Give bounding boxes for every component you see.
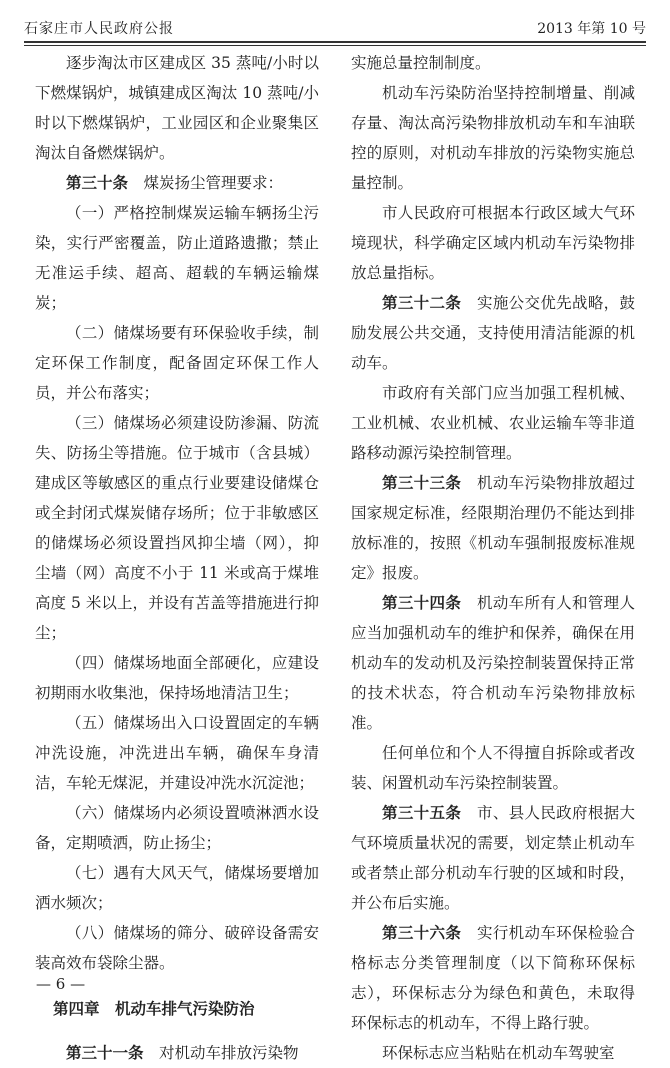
paragraph: 机动车污染防治坚持控制增量、削减存量、淘汰高污染物排放机动车和车油联控的原则，对机动车排放的污染物实施总量控制。 [351,84,635,192]
list-item: （一）严格控制煤炭运输车辆扬尘污染，实行严密覆盖，防止道路遗撒；禁止无准运手续、超高、超载的车辆运输煤炭； [35,204,319,312]
article-title: 第三十一条 [66,1044,144,1062]
right-column [351,48,635,1068]
article-36 [351,918,635,1038]
page-header [24,14,646,40]
list-item: （二）储煤场要有环保验收手续，制定环保工作制度，配备固定环保工作人员，并公布落实； [35,324,319,402]
list-item: （四）储煤场地面全部硬化，应建设初期雨水收集池，保持场地清洁卫生； [35,654,319,702]
article-title: 第三十四条 [382,594,462,612]
list-item: （三）储煤场必须建设防渗漏、防流失、防扬尘等措施。位于城市（含县城）建成区等敏感区的重点行业要建设储煤仓或全封闭式煤炭储存场所；位于非敏感区的储煤场必须设置挡风抑尘墙（网），抑尘墙（网）高度不小于 11 米或高于煤堆高度 5 米以上，并设有苫盖等措施进行抑尘； [35,414,319,642]
chapter-heading: 第四章 机动车排气污染防治 [53,1000,255,1018]
paragraph: 市人民政府可根据本行政区域大气环境现状，科学确定区域内机动车污染物排放总量指标。 [351,204,635,282]
list-item: （八）储煤场的筛分、破碎设备需安装高效布袋除尘器。 [35,924,319,972]
paragraph: 任何单位和个人不得擅自拆除或者改装、闲置机动车污染控制装置。 [351,744,635,792]
article-34 [351,588,635,738]
paragraph: 市政府有关部门应当加强工程机械、工业机械、农业机械、农业运输车等非道路移动源污染控制管理。 [351,384,635,462]
article-title: 第三十五条 [382,804,462,822]
list-item: （五）储煤场出入口设置固定的车辆冲洗设施，冲洗进出车辆，确保车身清洁，车轮无煤泥，并建设冲洗水沉淀池； [35,714,319,792]
article-text: 机动车所有人和管理人应当加强机动车的维护和保养，确保在用机动车的发动机及污染控制装置保持正常的技术状态，符合机动车污染物排放标准。 [351,594,635,732]
article-text: 对机动车排放污染物 [143,1044,299,1062]
article-30 [35,168,319,198]
article-31 [35,1038,319,1068]
page-number: — 6 — [36,975,86,993]
article-title: 第三十六条 [382,924,462,942]
article-text: 市、县人民政府根据大气环境质量状况的需要，划定禁止机动车或者禁止部分机动车行驶的区域和时段，并公布后实施。 [351,804,635,912]
article-33 [351,468,635,588]
list-item: （六）储煤场内必须设置喷淋洒水设备，定期喷洒，防止扬尘； [35,804,319,852]
publication-title: 石家庄市人民政府公报 [24,21,174,37]
article-title: 第三十三条 [382,474,462,492]
paragraph: 逐步淘汰市区建成区 35 蒸吨/小时以下燃煤锅炉，城镇建成区淘汰 10 蒸吨/小时以下燃煤锅炉，工业园区和企业聚集区淘汰自备燃煤锅炉。 [35,54,319,162]
article-title: 第三十二条 [382,294,462,312]
article-text: 煤炭扬尘管理要求： [128,174,284,192]
article-35 [351,798,635,918]
article-text: 实行机动车环保检验合格标志分类管理制度（以下简称环保标志），环保标志分为绿色和黄色，未取得环保标志的机动车，不得上路行驶。 [351,924,635,1032]
article-text: 实施公交优先战略，鼓励发展公共交通，支持使用清洁能源的机动车。 [351,294,635,372]
article-text: 机动车污染物排放超过国家规定标准，经限期治理仍不能达到排放标准的，按照《机动车强制报废标准规定》报废。 [351,474,635,582]
left-column [35,48,319,1068]
header-rule-thick [24,41,646,43]
list-item: （七）遇有大风天气，储煤场要增加洒水频次； [35,864,319,912]
paragraph-continuation: 实施总量控制制度。 [351,54,491,72]
article-32 [351,288,635,378]
header-rule-thin [24,45,646,46]
article-title: 第三十条 [66,174,129,192]
paragraph: 环保标志应当粘贴在机动车驾驶室 [382,1044,615,1062]
issue-number: 2013 年第 10 号 [537,21,646,37]
